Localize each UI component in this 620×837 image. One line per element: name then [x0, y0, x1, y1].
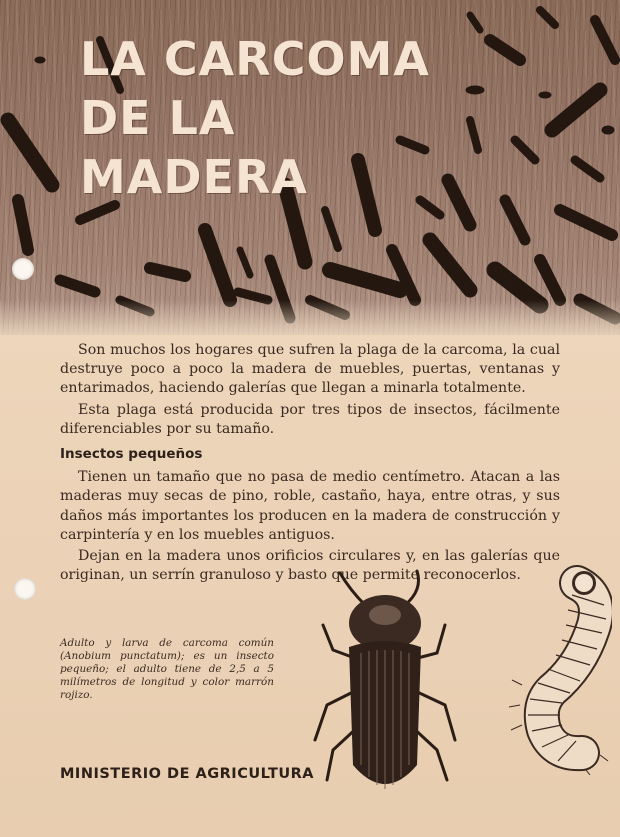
title-line-3: MADERA: [80, 150, 309, 204]
intro-paragraph: Son muchos los hogares que sufren la plaga de la carcoma, la cual destruye poco a poco la madera de muebles, puertas, ventanas y entarimados, haciendo galerías que llegan a minarla totalmente.: [60, 342, 560, 397]
header-woodgrain: [0, 0, 620, 335]
punch-hole-icon: [14, 578, 36, 600]
section-heading: Insectos pequeños: [60, 446, 203, 463]
beetle-illustration: [305, 565, 465, 805]
section-paragraph: Dejan en la madera unos orificios circulares y, en las galerías que originan, un serrín granuloso y basto que permite reconocerlos.: [60, 548, 560, 584]
header-fade: [0, 300, 620, 335]
body-text: [60, 341, 560, 585]
intro-paragraph: Esta plaga está producida por tres tipos de insectos, fácilmente diferenciables por su tamaño.: [60, 401, 560, 437]
title-line-2: DE LA: [80, 91, 236, 145]
figure-caption: Adulto y larva de carcoma común (Anobium punctatum); es un insecto pequeño; el adulto tiene de 2,5 a 5 milímetros de longitud y color marrón rojizo.: [60, 637, 274, 701]
punch-hole-icon: [12, 258, 34, 280]
larva-illustration: [482, 565, 612, 775]
ministry-signature: MINISTERIO DE AGRICULTURA: [60, 766, 315, 782]
title-line-1: LA CARCOMA: [80, 32, 430, 86]
page-title: [80, 30, 430, 207]
section-paragraph: Tienen un tamaño que no pasa de medio centímetro. Atacan a las maderas muy secas de pino, roble, castaño, haya, entre otras, y sus daños más importantes los producen en la madera de construcción y carpintería y en los muebles antiguos.: [60, 469, 560, 543]
